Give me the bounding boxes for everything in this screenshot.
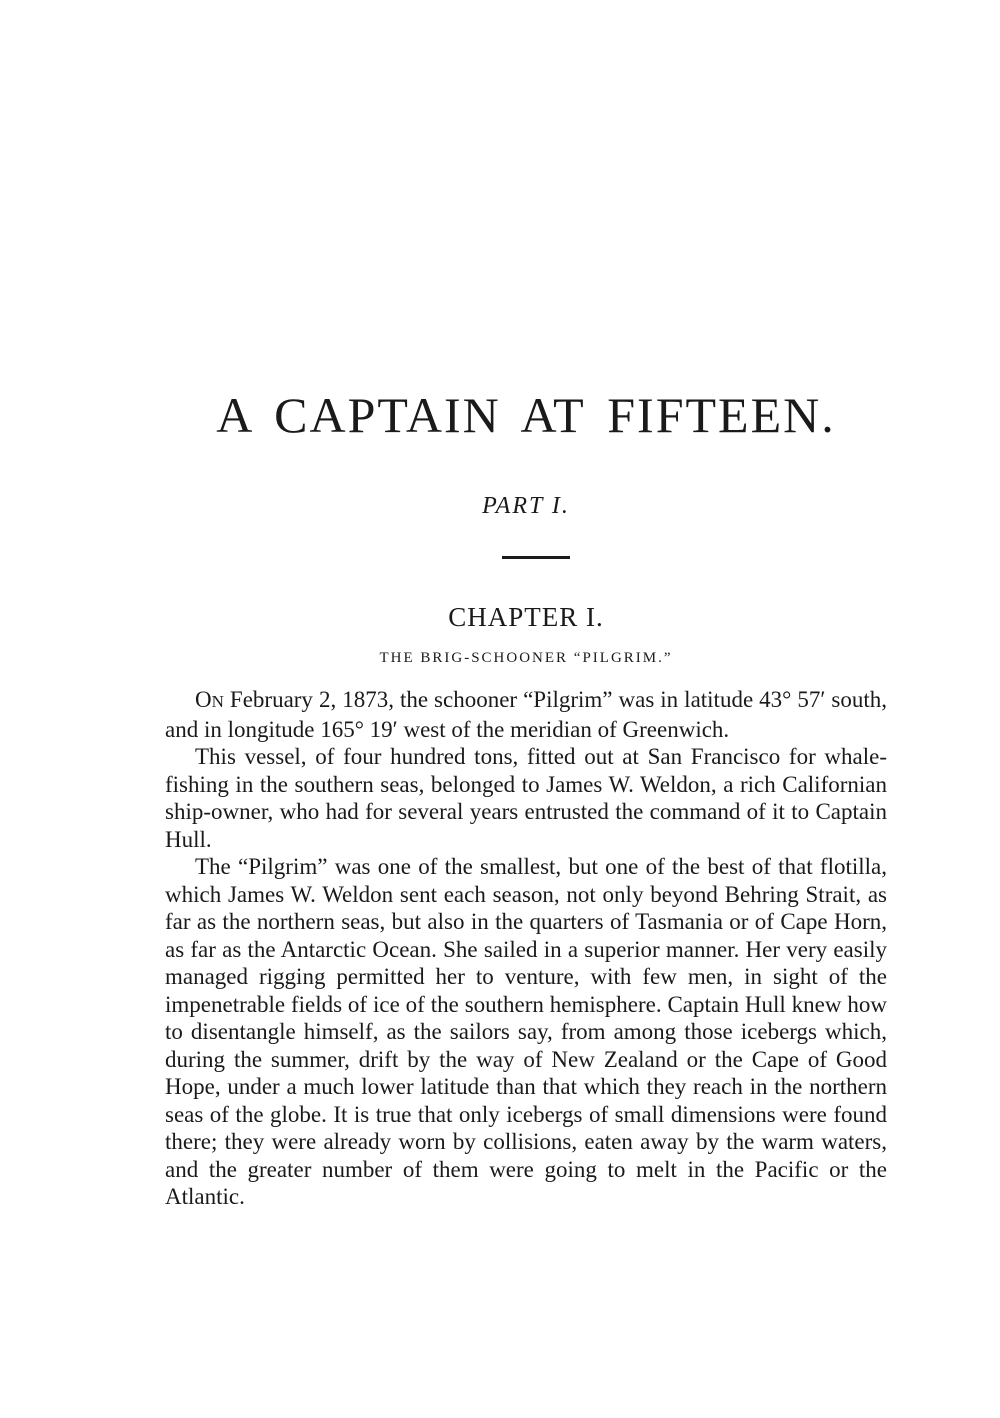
chapter-title: THE BRIG-SCHOONER “PILGRIM.” <box>379 650 673 666</box>
paragraph-2: This vessel, of four hundred tons, fitted out at San Francisco for whale-fishing in the southern seas, belonged to James W. Weldon, a rich Californian ship-owner, who had for several years entrusted the command of it to Captain Hull. <box>165 744 887 852</box>
chapter-heading: CHAPTER I. <box>448 602 604 632</box>
body-text <box>165 686 887 1211</box>
paragraph-initial-smallcap: N <box>211 692 224 711</box>
paragraph-3: The “Pilgrim” was one of the smallest, but one of the best of that flotilla, which James W. Weldon sent each season, not only beyond Behring Strait, as far as the northern seas, but also in the quarters of Tasmania or of Cape Horn, as far as the Antarctic Ocean. She sailed in a superior manner. Her very easily managed rigging permitted her to venture, with few men, in sight of the impenetrable fields of ice of the southern hemisphere. Captain Hull knew how to disentangle himself, as the sailors say, from among those icebergs which, during the summer, drift by the way of New Zealand or the Cape of Good Hope, under a much lower latitude than that which they reach in the northern seas of the globe. It is true that only icebergs of small dimensions were found there; they were already worn by collisions, eaten away by the warm waters, and the greater number of them were going to melt in the Pacific or the Atlantic. <box>165 854 887 1209</box>
section-divider <box>502 556 570 559</box>
paragraph-initial: O <box>195 687 212 712</box>
paragraph-1 <box>165 686 887 743</box>
paragraph-1-text: February 2, 1873, the schooner “Pilgrim” was in latitude 43° 57′ south, and in longitude 165° 19′ west of the meridian of Greenwich. <box>165 687 887 742</box>
part-heading: PART I. <box>482 493 570 519</box>
book-title: A CAPTAIN AT FIFTEEN. <box>216 387 836 443</box>
